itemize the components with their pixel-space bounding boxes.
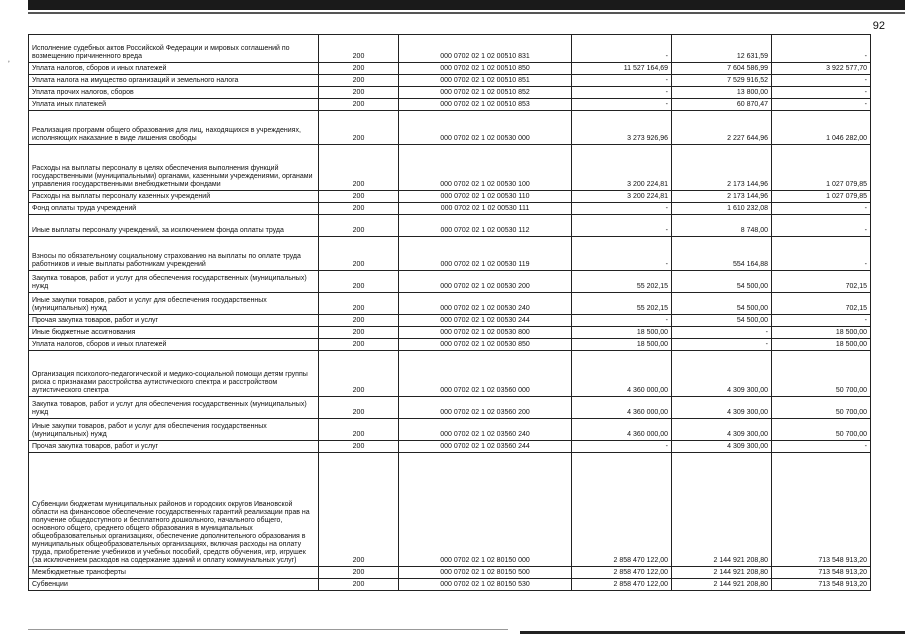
row-value-1-cell: 11 527 164,69 — [572, 63, 672, 75]
row-value-2-cell: 2 144 921 208,80 — [672, 453, 772, 567]
row-budget-code-cell: 000 0702 02 1 02 00530 200 — [399, 271, 572, 293]
row-line-code-cell: 200 — [319, 35, 399, 63]
row-name-cell: Прочая закупка товаров, работ и услуг — [29, 441, 319, 453]
row-budget-code-cell: 000 0702 02 1 02 00530 111 — [399, 203, 572, 215]
table-row — [29, 441, 871, 453]
row-line-code-cell: 200 — [319, 215, 399, 237]
row-name-cell: Организация психолого-педагогической и медико-социальной помощи детям группы риска с признаками расстройства аутистического спектра и расстройством аутистического спектра — [29, 351, 319, 397]
row-value-2-cell: 2 144 921 208,80 — [672, 579, 772, 591]
row-value-2-cell: 12 631,59 — [672, 35, 772, 63]
row-value-2-cell: 2 173 144,96 — [672, 191, 772, 203]
row-value-1-cell: - — [572, 315, 672, 327]
row-budget-code-cell: 000 0702 02 1 02 00530 244 — [399, 315, 572, 327]
row-value-1-cell: - — [572, 441, 672, 453]
table-row — [29, 99, 871, 111]
row-value-1-cell: 3 200 224,81 — [572, 191, 672, 203]
row-value-3-cell: 702,15 — [772, 271, 871, 293]
row-value-2-cell: 8 748,00 — [672, 215, 772, 237]
row-name-cell: Субвенции бюджетам муниципальных районов и городских округов Ивановской области на финансовое обеспечение государственных гарантий реализации прав на получение общедоступного и бесплатного дошкольного, начального общего, основного общего, среднего общего образования в муниципальных общеобразовательных организациях, обеспечение дополнительного образования в муниципальных общеобразовательных организациях, включая расходы на оплату труда, приобретение учебников и учебных пособий, средств обучения, игр, игрушек (за исключением расходов на содержание зданий и оплату коммунальных услуг) — [29, 453, 319, 567]
row-name-cell: Реализация программ общего образования для лиц, находящихся в учреждениях, исполняющих наказание в виде лишения свободы — [29, 111, 319, 145]
table-row — [29, 315, 871, 327]
row-budget-code-cell: 000 0702 02 1 02 00530 112 — [399, 215, 572, 237]
row-line-code-cell: 200 — [319, 145, 399, 191]
row-value-2-cell: 4 309 300,00 — [672, 351, 772, 397]
row-value-3-cell: 1 046 282,00 — [772, 111, 871, 145]
row-line-code-cell: 200 — [319, 191, 399, 203]
scan-mark: ʼ — [8, 60, 10, 69]
table-row — [29, 237, 871, 271]
row-line-code-cell: 200 — [319, 271, 399, 293]
row-line-code-cell: 200 — [319, 87, 399, 99]
table-row — [29, 453, 871, 567]
row-line-code-cell: 200 — [319, 419, 399, 441]
table-row — [29, 419, 871, 441]
table-row — [29, 351, 871, 397]
table-row — [29, 35, 871, 63]
row-value-2-cell: 7 604 586,99 — [672, 63, 772, 75]
row-name-cell: Уплата налога на имущество организаций и земельного налога — [29, 75, 319, 87]
row-value-1-cell: 3 200 224,81 — [572, 145, 672, 191]
row-value-3-cell: - — [772, 441, 871, 453]
row-budget-code-cell: 000 0702 02 1 02 80150 500 — [399, 567, 572, 579]
table-row — [29, 87, 871, 99]
table-row — [29, 215, 871, 237]
row-name-cell: Фонд оплаты труда учреждений — [29, 203, 319, 215]
row-value-1-cell: 2 858 470 122,00 — [572, 567, 672, 579]
row-value-1-cell: 3 273 926,96 — [572, 111, 672, 145]
row-name-cell: Уплата прочих налогов, сборов — [29, 87, 319, 99]
row-value-2-cell: 4 309 300,00 — [672, 397, 772, 419]
row-budget-code-cell: 000 0702 02 1 02 03560 000 — [399, 351, 572, 397]
row-line-code-cell: 200 — [319, 237, 399, 271]
row-value-3-cell: - — [772, 87, 871, 99]
row-name-cell: Иные закупки товаров, работ и услуг для обеспечения государственных (муниципальных) нужд — [29, 293, 319, 315]
row-value-3-cell: 1 027 079,85 — [772, 191, 871, 203]
row-value-2-cell: 2 173 144,96 — [672, 145, 772, 191]
row-value-2-cell: 554 164,88 — [672, 237, 772, 271]
row-value-1-cell: - — [572, 35, 672, 63]
row-line-code-cell: 200 — [319, 351, 399, 397]
row-value-2-cell: 4 309 300,00 — [672, 419, 772, 441]
row-name-cell: Расходы на выплаты персоналу в целях обеспечения выполнения функций государственными (муниципальными) органами, казенными учреждениями, органами управления государственными внебюджетными фондами — [29, 145, 319, 191]
row-value-1-cell: - — [572, 99, 672, 111]
row-value-2-cell: 54 500,00 — [672, 293, 772, 315]
row-name-cell: Уплата иных платежей — [29, 99, 319, 111]
row-budget-code-cell: 000 0702 02 1 02 03560 200 — [399, 397, 572, 419]
row-budget-code-cell: 000 0702 02 1 02 00530 800 — [399, 327, 572, 339]
table-row — [29, 145, 871, 191]
table-row — [29, 397, 871, 419]
row-name-cell: Иные закупки товаров, работ и услуг для обеспечения государственных (муниципальных) нужд — [29, 419, 319, 441]
row-value-1-cell: 18 500,00 — [572, 327, 672, 339]
row-name-cell: Прочая закупка товаров, работ и услуг — [29, 315, 319, 327]
row-name-cell: Межбюджетные трансферты — [29, 567, 319, 579]
row-value-1-cell: 4 360 000,00 — [572, 419, 672, 441]
row-line-code-cell: 200 — [319, 111, 399, 145]
row-value-1-cell: 55 202,15 — [572, 293, 672, 315]
row-name-cell: Иные выплаты персоналу учреждений, за исключением фонда оплаты труда — [29, 215, 319, 237]
row-value-3-cell: 18 500,00 — [772, 327, 871, 339]
row-value-2-cell: 7 529 916,52 — [672, 75, 772, 87]
table-row — [29, 579, 871, 591]
row-value-3-cell: - — [772, 315, 871, 327]
row-value-3-cell: 3 922 577,70 — [772, 63, 871, 75]
budget-table — [28, 34, 871, 591]
row-value-3-cell: - — [772, 99, 871, 111]
table-row — [29, 63, 871, 75]
row-name-cell: Расходы на выплаты персоналу казенных учреждений — [29, 191, 319, 203]
row-value-2-cell: - — [672, 339, 772, 351]
row-name-cell: Взносы по обязательному социальному страхованию на выплаты по оплате труда работников и иные выплаты работникам учреждений — [29, 237, 319, 271]
row-line-code-cell: 200 — [319, 397, 399, 419]
row-name-cell: Субвенции — [29, 579, 319, 591]
row-line-code-cell: 200 — [319, 99, 399, 111]
row-value-1-cell: - — [572, 75, 672, 87]
row-line-code-cell: 200 — [319, 453, 399, 567]
row-line-code-cell: 200 — [319, 315, 399, 327]
row-budget-code-cell: 000 0702 02 1 02 00530 850 — [399, 339, 572, 351]
scan-bottom-rule — [28, 629, 508, 630]
row-line-code-cell: 200 — [319, 293, 399, 315]
scan-bottom-border — [520, 631, 905, 634]
table-row — [29, 111, 871, 145]
row-value-2-cell: 60 870,47 — [672, 99, 772, 111]
row-budget-code-cell: 000 0702 02 1 02 80150 530 — [399, 579, 572, 591]
row-line-code-cell: 200 — [319, 327, 399, 339]
row-name-cell: Иные бюджетные ассигнования — [29, 327, 319, 339]
row-value-3-cell: 713 548 913,20 — [772, 567, 871, 579]
row-value-2-cell: 2 227 644,96 — [672, 111, 772, 145]
row-value-1-cell: 4 360 000,00 — [572, 397, 672, 419]
row-budget-code-cell: 000 0702 02 1 02 00530 000 — [399, 111, 572, 145]
row-value-3-cell: 50 700,00 — [772, 351, 871, 397]
row-name-cell: Уплата налогов, сборов и иных платежей — [29, 339, 319, 351]
budget-table-body — [29, 35, 871, 591]
table-row — [29, 191, 871, 203]
row-budget-code-cell: 000 0702 02 1 02 00510 831 — [399, 35, 572, 63]
table-row — [29, 567, 871, 579]
row-value-1-cell: - — [572, 237, 672, 271]
row-value-2-cell: 4 309 300,00 — [672, 441, 772, 453]
row-value-3-cell: 1 027 079,85 — [772, 145, 871, 191]
scan-top-border — [28, 0, 905, 10]
row-budget-code-cell: 000 0702 02 1 02 00530 119 — [399, 237, 572, 271]
row-value-1-cell: 18 500,00 — [572, 339, 672, 351]
row-value-1-cell: 2 858 470 122,00 — [572, 579, 672, 591]
row-value-3-cell: 713 548 913,20 — [772, 453, 871, 567]
table-row — [29, 339, 871, 351]
table-row — [29, 293, 871, 315]
row-value-2-cell: 1 610 232,08 — [672, 203, 772, 215]
row-name-cell: Уплата налогов, сборов и иных платежей — [29, 63, 319, 75]
row-budget-code-cell: 000 0702 02 1 02 00530 240 — [399, 293, 572, 315]
row-value-1-cell: 4 360 000,00 — [572, 351, 672, 397]
row-value-3-cell: - — [772, 237, 871, 271]
row-value-1-cell: 55 202,15 — [572, 271, 672, 293]
row-value-1-cell: - — [572, 215, 672, 237]
scan-top-rule — [28, 12, 905, 14]
row-line-code-cell: 200 — [319, 203, 399, 215]
row-budget-code-cell: 000 0702 02 1 02 00510 850 — [399, 63, 572, 75]
row-line-code-cell: 200 — [319, 75, 399, 87]
row-line-code-cell: 200 — [319, 339, 399, 351]
row-value-3-cell: 713 548 913,20 — [772, 579, 871, 591]
row-value-1-cell: 2 858 470 122,00 — [572, 453, 672, 567]
row-value-3-cell: - — [772, 215, 871, 237]
row-name-cell: Закупка товаров, работ и услуг для обеспечения государственных (муниципальных) нужд — [29, 397, 319, 419]
row-value-3-cell: 50 700,00 — [772, 397, 871, 419]
row-value-1-cell: - — [572, 203, 672, 215]
row-value-2-cell: 2 144 921 208,80 — [672, 567, 772, 579]
table-row — [29, 75, 871, 87]
row-value-2-cell: 54 500,00 — [672, 315, 772, 327]
row-line-code-cell: 200 — [319, 63, 399, 75]
row-budget-code-cell: 000 0702 02 1 02 00510 853 — [399, 99, 572, 111]
row-budget-code-cell: 000 0702 02 1 02 03560 244 — [399, 441, 572, 453]
row-value-3-cell: 18 500,00 — [772, 339, 871, 351]
row-budget-code-cell: 000 0702 02 1 02 00510 851 — [399, 75, 572, 87]
row-budget-code-cell: 000 0702 02 1 02 00510 852 — [399, 87, 572, 99]
row-value-2-cell: 13 800,00 — [672, 87, 772, 99]
row-value-3-cell: - — [772, 35, 871, 63]
row-value-3-cell: 702,15 — [772, 293, 871, 315]
row-budget-code-cell: 000 0702 02 1 02 03560 240 — [399, 419, 572, 441]
row-value-3-cell: 50 700,00 — [772, 419, 871, 441]
row-budget-code-cell: 000 0702 02 1 02 00530 110 — [399, 191, 572, 203]
row-value-2-cell: - — [672, 327, 772, 339]
row-line-code-cell: 200 — [319, 441, 399, 453]
row-value-3-cell: - — [772, 203, 871, 215]
table-row — [29, 203, 871, 215]
row-value-2-cell: 54 500,00 — [672, 271, 772, 293]
row-name-cell: Закупка товаров, работ и услуг для обеспечения государственных (муниципальных) нужд — [29, 271, 319, 293]
row-line-code-cell: 200 — [319, 579, 399, 591]
page-number: 92 — [872, 20, 885, 32]
row-line-code-cell: 200 — [319, 567, 399, 579]
row-value-3-cell: - — [772, 75, 871, 87]
table-row — [29, 271, 871, 293]
row-name-cell: Исполнение судебных актов Российской Федерации и мировых соглашений по возмещению причиненного вреда — [29, 35, 319, 63]
table-row — [29, 327, 871, 339]
row-budget-code-cell: 000 0702 02 1 02 00530 100 — [399, 145, 572, 191]
row-value-1-cell: - — [572, 87, 672, 99]
row-budget-code-cell: 000 0702 02 1 02 80150 000 — [399, 453, 572, 567]
